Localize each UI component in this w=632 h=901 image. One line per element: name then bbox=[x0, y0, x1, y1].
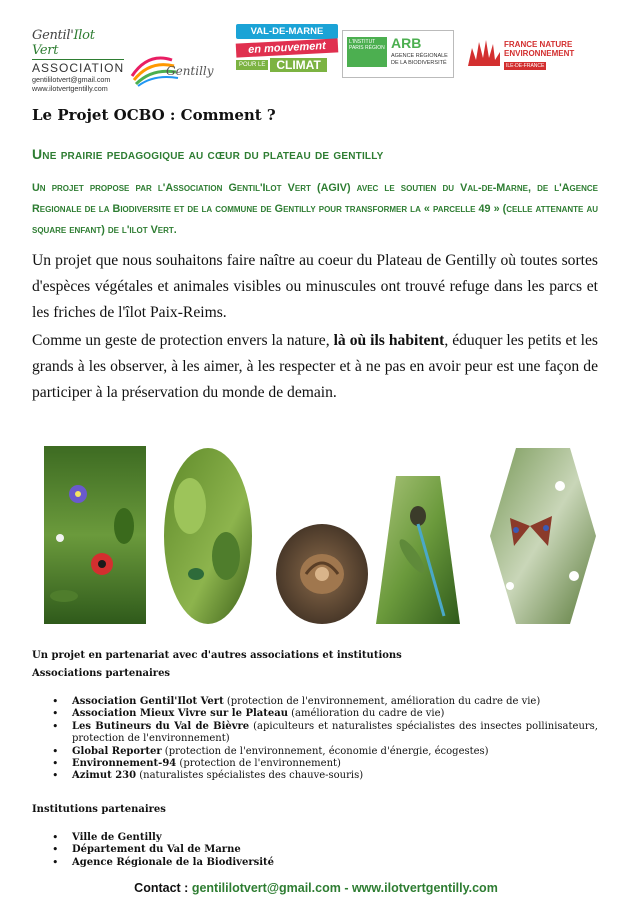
contact-line bbox=[0, 881, 632, 895]
fne-logo-text: FRANCE NATURE ENVIRONNEMENT bbox=[504, 40, 575, 58]
val-de-marne-logo bbox=[236, 24, 338, 76]
list-item: • Association Mieux Vivre sur le Plateau (amélioration du cadre de vie) bbox=[52, 708, 598, 720]
list-item: • Agence Régionale de la Biodiversité bbox=[52, 857, 598, 869]
vdm-logo-line4: CLIMAT bbox=[270, 58, 326, 72]
vdm-logo-line1: VAL-DE-MARNE bbox=[236, 24, 338, 39]
agiv-logo-email: gentililotvert@gmail.com bbox=[32, 75, 111, 84]
contact-email-link[interactable]: gentililotvert@gmail.com bbox=[191, 881, 341, 895]
section-subtitle: Une prairie pedagogique au cœur du plateau de gentilly bbox=[32, 146, 384, 162]
arb-logo bbox=[342, 30, 454, 78]
photo-beetle bbox=[164, 448, 252, 624]
agiv-logo-subtitle: ASSOCIATION bbox=[32, 61, 125, 75]
vdm-logo-line2: en mouvement bbox=[236, 38, 339, 57]
photo-strip-svg bbox=[40, 446, 600, 626]
list-item: • Les Butineurs du Val de Bièvre (apiculteurs et naturalistes spécialistes des insectes pollinisateurs, protection de l'environnement) bbox=[52, 721, 598, 746]
body-paragraph-1: Un projet que nous souhaitons faire naître au coeur du Plateau de Gentilly où toutes sortes d'espèces végétales et animales visibles ou minuscules ont trouvé refuge dans les parcs et les friches de l'îlot Paix-Reims. bbox=[32, 252, 598, 321]
hedgehog-icon bbox=[466, 38, 502, 70]
agiv-logo bbox=[32, 28, 124, 93]
associations-list bbox=[52, 696, 598, 783]
partners-lead: Un projet en partenariat avec d'autres associations et institutions bbox=[32, 650, 402, 661]
contact-website-link[interactable]: www.ilotvertgentilly.com bbox=[351, 881, 498, 895]
arb-logo-fullname: AGENCE RÉGIONALE DE LA BIODIVERSITÉ bbox=[391, 53, 448, 66]
list-item: • Global Reporter (protection de l'environnement, économie d'énergie, écogestes) bbox=[52, 746, 598, 758]
fne-logo bbox=[466, 38, 576, 74]
agiv-logo-website: www.ilotvertgentilly.com bbox=[32, 84, 108, 93]
list-item: • Azimut 230 (naturalistes spécialistes des chauve-souris) bbox=[52, 770, 598, 782]
photo-strip bbox=[40, 446, 600, 626]
intro-paragraph: Un projet propose par l'Association Gentil'Ilot Vert (AGIV) avec le soutien du Val-de-Marne, de l'Agence Regionale de la Biodiversite et de la commune de Gentilly pour transformer la « parcelle 49 » (celle attenante au square enfant) de l'ilot Vert. bbox=[32, 182, 598, 236]
page-title: Le Projet OCBO : Comment ? bbox=[32, 106, 276, 124]
logo-bar bbox=[30, 24, 610, 93]
arb-logo-acronym: ARB bbox=[391, 35, 422, 51]
contact-separator: - bbox=[340, 881, 352, 895]
arb-logo-box: L'INSTITUT PARIS RÉGION bbox=[347, 37, 387, 67]
list-item: • Ville de Gentilly bbox=[52, 832, 598, 844]
associations-heading: Associations partenaires bbox=[32, 668, 171, 679]
contact-label: Contact : bbox=[134, 881, 192, 895]
list-item: • Département du Val de Marne bbox=[52, 844, 598, 856]
gentilly-logo-text: Gentilly bbox=[166, 64, 214, 78]
photo-butterfly bbox=[490, 448, 596, 624]
photo-flowers bbox=[44, 446, 146, 624]
vdm-logo-line3: POUR LE bbox=[236, 60, 268, 70]
fne-logo-region: ILE-DE-FRANCE bbox=[506, 63, 545, 69]
gentilly-logo bbox=[128, 46, 224, 88]
photo-dragonfly bbox=[376, 476, 460, 624]
emphasis-text: là où ils habitent bbox=[333, 332, 445, 349]
list-item: • Association Gentil'Ilot Vert (protection de l'environnement, amélioration du cadre de vie) bbox=[52, 696, 598, 708]
institutions-list bbox=[52, 832, 598, 869]
photo-snail bbox=[276, 524, 368, 624]
institutions-heading: Institutions partenaires bbox=[32, 804, 166, 815]
body-paragraph-2: Comme un geste de protection envers la nature, là où ils habitent, éduquer les petits et les grands à les observer, à les aimer, à les respecter et à ne pas en avoir peur est une façon de participer à la préservation du monde de demain. bbox=[32, 332, 599, 401]
agiv-logo-name: Gentil'Ilot Vert bbox=[32, 28, 95, 58]
list-item: • Environnement-94 (protection de l'environnement) bbox=[52, 758, 598, 770]
